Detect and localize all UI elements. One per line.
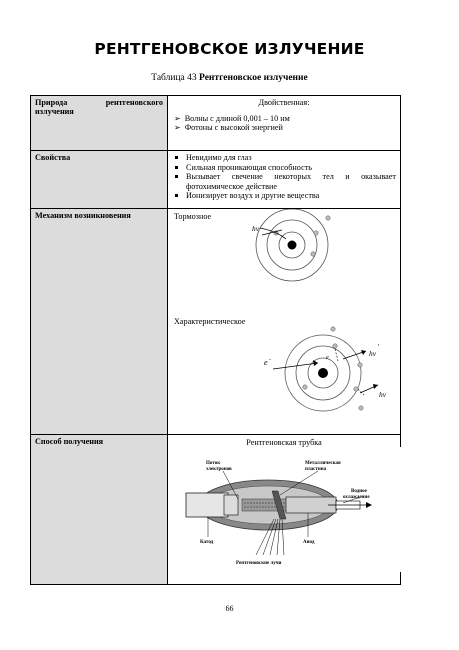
list-item: Ионизирует воздух и другие вещества [186,191,396,201]
xray-tube-diagram [168,447,404,572]
cooling-label-2: охлаждение [343,495,370,500]
production-heading: Рентгеновская трубка [246,438,322,447]
page-number: 66 [225,604,234,613]
row-content-production [168,435,401,585]
characteristic-atom [264,327,387,411]
hv-label-3: hv [379,390,387,399]
table-row [31,435,401,585]
nature-list [172,114,396,132]
electron-label-2: e [326,355,329,361]
rays-label: Рентгеновские лучи [236,561,282,566]
table-row [31,209,401,435]
list-item: Вызывает свечение некоторых тел и оказывает фотохимическое действие [186,172,396,191]
table-caption [0,73,459,83]
list-item: Невидимо для глаз [186,153,396,163]
properties-list [172,153,396,201]
hv-label: hv [252,224,260,233]
table-row [31,96,401,151]
characteristic-label: Характеристическое [174,317,246,326]
list-item: ➢ Волны с длиной 0,001 – 10 нм [186,114,396,123]
hv-prime: ' [378,343,380,351]
beam-label-2: электронов [206,467,232,472]
beam-label-1: Поток [206,461,221,466]
brems-atom [252,209,330,281]
brems-label: Тормозное [174,212,212,221]
electron-charge: - [269,357,271,363]
row-label-nature: Природа рентгеновского излучения [31,96,168,151]
row-content-mechanism [168,209,401,435]
electron-label: e [264,358,268,367]
mechanism-diagrams [168,209,408,433]
row-content-properties [168,151,401,209]
list-item: Сильная проникающая способность [186,163,396,173]
caption-name: Рентгеновское излучение [199,73,308,83]
page-title: РЕНТГЕНОВСКОЕ ИЗЛУЧЕНИЕ [94,40,365,58]
cooling-label-1: Водное [351,489,367,494]
list-item: ➢ Фотоны с высокой энергией [186,123,396,132]
nature-heading: Двойственная: [258,98,310,107]
hv-label-2: hv [369,349,377,358]
plate-label-2: пластина [305,467,327,472]
row-label-production: Способ получения [31,435,168,585]
row-content-nature [168,96,401,151]
caption-prefix: Таблица 43 [151,73,197,83]
info-table [30,95,401,585]
table-row [31,151,401,209]
row-label-mechanism: Механизм возникновения [31,209,168,435]
row-label-properties: Свойства [31,151,168,209]
plate-label-1: Металлическая [305,461,341,466]
anode-label: Анод [303,540,315,545]
cathode-label: Катод [200,540,214,545]
